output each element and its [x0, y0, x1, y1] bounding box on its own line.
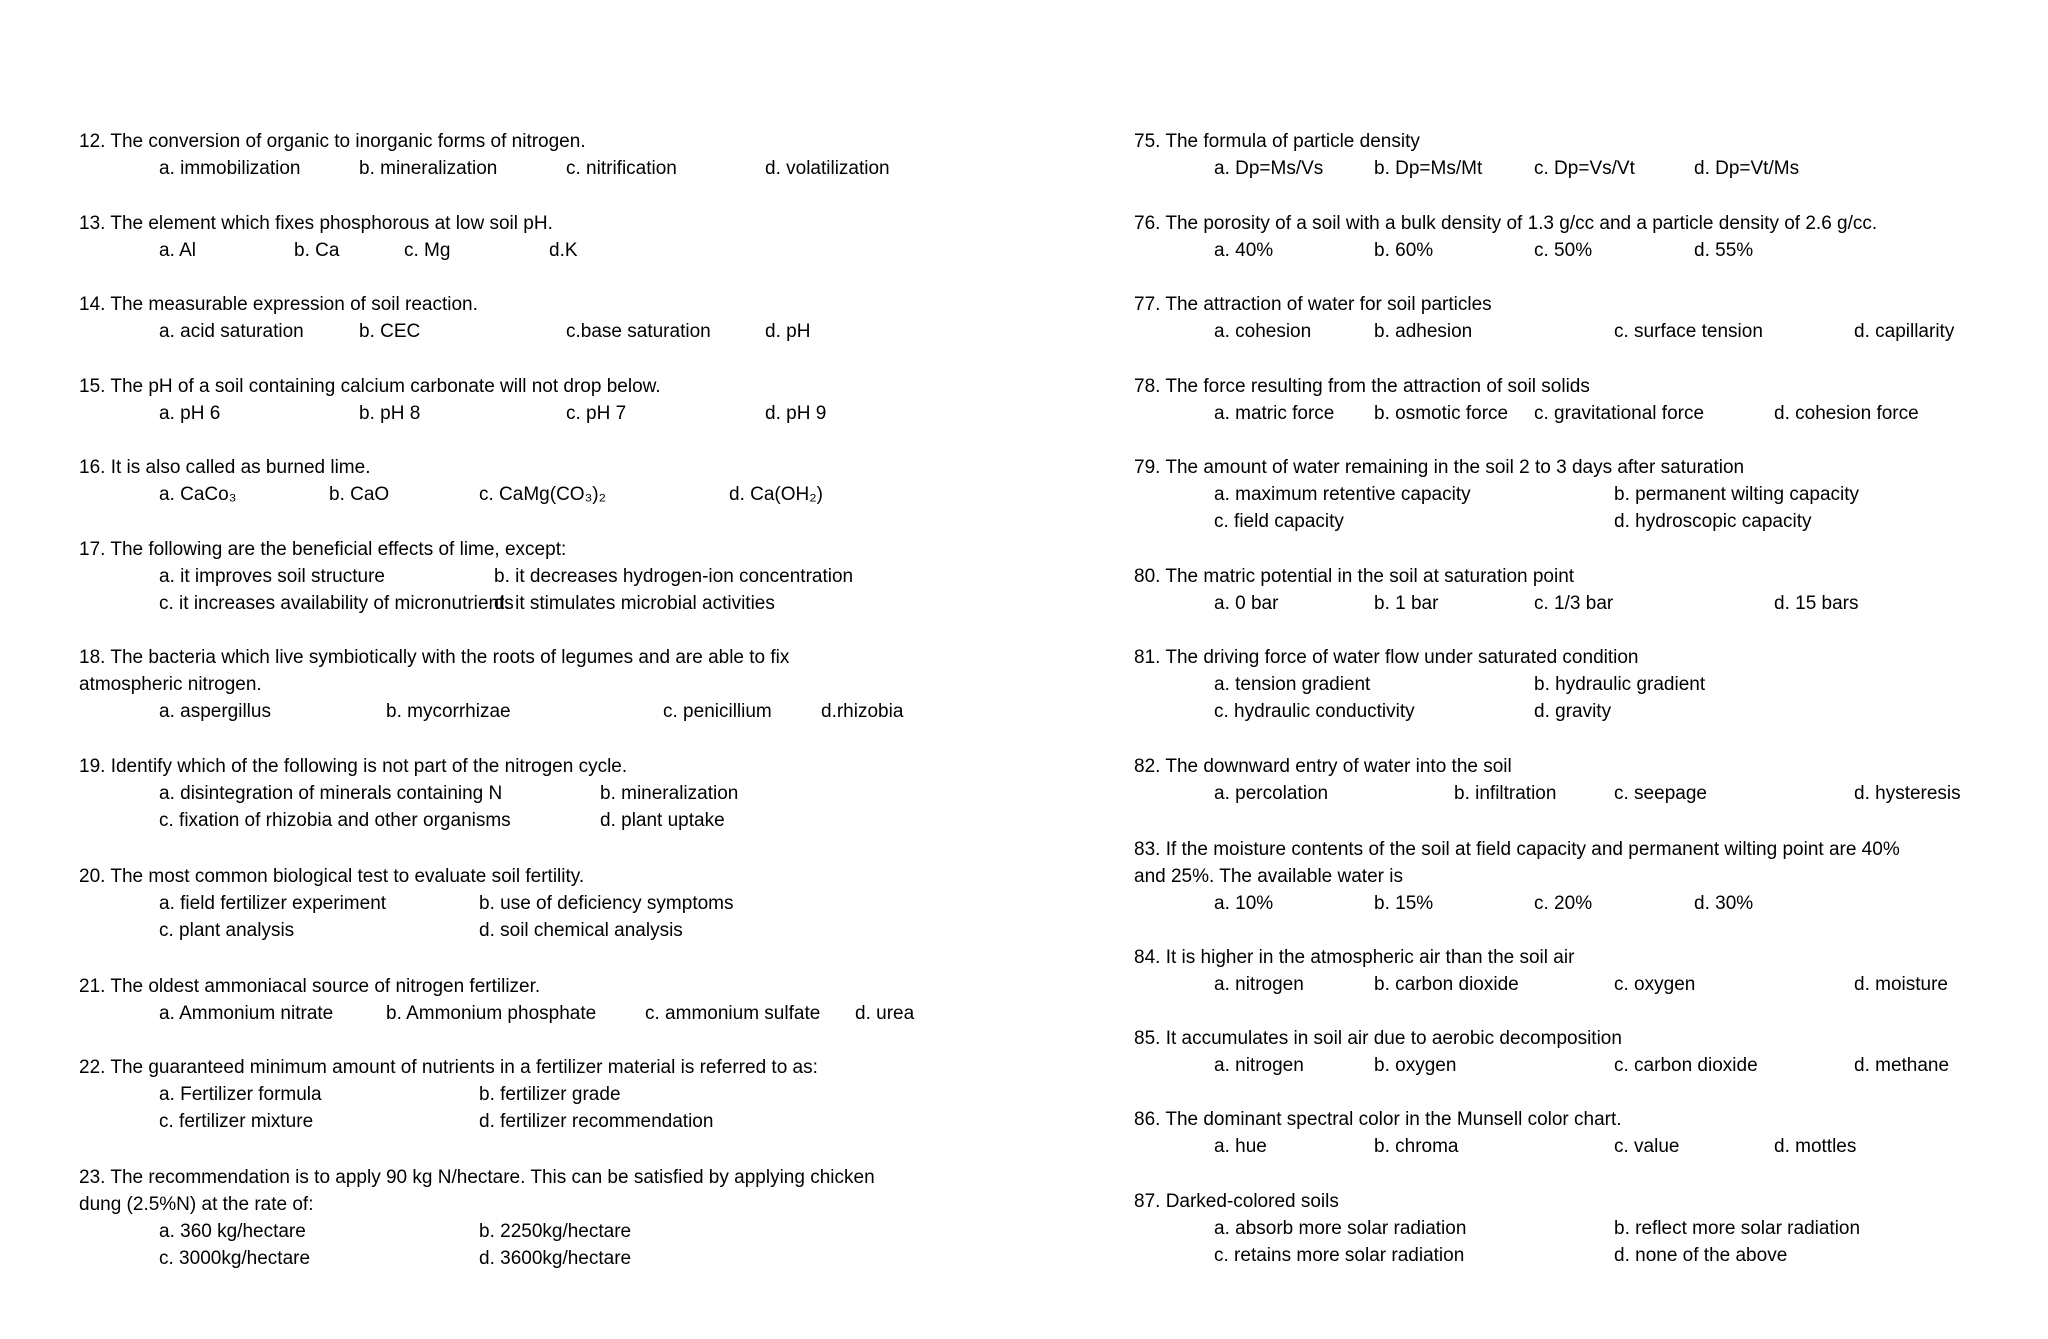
answer-options-row: [1134, 400, 2034, 427]
question-stem: atmospheric nitrogen.: [79, 674, 262, 695]
answer-option-c: c. 50%: [1534, 240, 1593, 261]
question-stem: 23. The recommendation is to apply 90 kg N/hectare. This can be satisfied by applying chicken: [79, 1167, 875, 1188]
answer-option-d: d. hysteresis: [1854, 783, 1961, 804]
answer-option-c: c. 20%: [1534, 893, 1593, 914]
answer-options-row: [1134, 1242, 2034, 1269]
answer-option-b: b. infiltration: [1454, 783, 1557, 804]
question-stem: 80. The matric potential in the soil at saturation point: [1134, 566, 1575, 587]
answer-option-a: a. 360 kg/hectare: [159, 1221, 306, 1242]
answer-options-row: [79, 1218, 979, 1245]
answer-options-row: [79, 1108, 979, 1135]
answer-option-b: b. 15%: [1374, 893, 1434, 914]
answer-option-b: b. it decreases hydrogen-ion concentration: [494, 566, 854, 587]
answer-option-c: c. plant analysis: [159, 920, 295, 941]
answer-option-d: d. volatilization: [765, 158, 890, 179]
answer-option-a: a. cohesion: [1214, 321, 1312, 342]
answer-options-row: [1134, 508, 2034, 535]
answer-option-d: d. pH 9: [765, 403, 827, 424]
question-stem: 85. It accumulates in soil air due to aerobic decomposition: [1134, 1028, 1622, 1049]
answer-option-d: d. cohesion force: [1774, 403, 1919, 424]
answer-options-row: [79, 481, 979, 508]
answer-option-b: b. Ca: [294, 240, 340, 261]
answer-option-d: d. capillarity: [1854, 321, 1955, 342]
answer-option-a: a. acid saturation: [159, 321, 304, 342]
answer-option-b: b. mycorrhizae: [386, 701, 511, 722]
answer-options-row: [79, 917, 979, 944]
answer-option-a: a. 0 bar: [1214, 593, 1279, 614]
question-stem: 86. The dominant spectral color in the Munsell color chart.: [1134, 1109, 1622, 1130]
answer-option-c: c. retains more solar radiation: [1214, 1245, 1465, 1266]
answer-option-b: b. 2250kg/hectare: [479, 1221, 632, 1242]
answer-option-d: d. mottles: [1774, 1136, 1857, 1157]
question-q18: [79, 644, 979, 725]
answer-option-c: c. 1/3 bar: [1534, 593, 1614, 614]
answer-option-c: c. fertilizer mixture: [159, 1111, 314, 1132]
answer-option-b: b. pH 8: [359, 403, 421, 424]
answer-option-a: a. hue: [1214, 1136, 1267, 1157]
answer-options-row: [1134, 481, 2034, 508]
answer-option-d: d.K: [549, 240, 578, 261]
answer-option-a: a. 40%: [1214, 240, 1274, 261]
answer-option-b: b. mineralization: [359, 158, 498, 179]
question-stem: 21. The oldest ammoniacal source of nitrogen fertilizer.: [79, 976, 541, 997]
question-q77: [1134, 291, 2034, 345]
answer-option-c: c. oxygen: [1614, 974, 1696, 995]
answer-option-b: b. hydraulic gradient: [1534, 674, 1706, 695]
answer-options-row: [1134, 671, 2034, 698]
answer-option-d: d. 55%: [1694, 240, 1754, 261]
answer-option-a: a. Fertilizer formula: [159, 1084, 322, 1105]
answer-option-b: b. osmotic force: [1374, 403, 1509, 424]
answer-option-a: a. nitrogen: [1214, 974, 1304, 995]
answer-options-row: [1134, 1133, 2034, 1160]
question-q75: [1134, 128, 2034, 182]
question-stem: 75. The formula of particle density: [1134, 131, 1420, 152]
answer-option-a: a. Dp=Ms/Vs: [1214, 158, 1324, 179]
answer-options-row: [1134, 890, 2034, 917]
answer-option-c: c. CaMg(CO₃)₂: [479, 484, 607, 505]
answer-option-b: b. 1 bar: [1374, 593, 1439, 614]
question-q78: [1134, 373, 2034, 427]
answer-option-d: d. fertilizer recommendation: [479, 1111, 714, 1132]
answer-option-c: c. 3000kg/hectare: [159, 1248, 311, 1269]
answer-option-d: d. Dp=Vt/Ms: [1694, 158, 1800, 179]
answer-options-row: [79, 890, 979, 917]
question-q85: [1134, 1025, 2034, 1079]
question-q22: [79, 1054, 979, 1135]
question-stem: 22. The guaranteed minimum amount of nutrients in a fertilizer material is referred to as:: [79, 1057, 818, 1078]
answer-option-a: a. maximum retentive capacity: [1214, 484, 1471, 505]
answer-option-a: a. pH 6: [159, 403, 221, 424]
answer-options-row: [79, 237, 979, 264]
answer-options-row: [1134, 155, 2034, 182]
answer-option-d: d. 30%: [1694, 893, 1754, 914]
answer-option-d: d. pH: [765, 321, 811, 342]
question-stem: 13. The element which fixes phosphorous at low soil pH.: [79, 213, 553, 234]
answer-option-b: b. adhesion: [1374, 321, 1473, 342]
answer-options-row: [79, 780, 979, 807]
answer-option-c: c. nitrification: [566, 158, 677, 179]
answer-option-c: c. surface tension: [1614, 321, 1763, 342]
answer-options-row: [1134, 971, 2034, 998]
answer-option-c: c. hydraulic conductivity: [1214, 701, 1415, 722]
answer-option-d: d.rhizobia: [821, 701, 904, 722]
answer-option-a: a. disintegration of minerals containing N: [159, 783, 503, 804]
question-q20: [79, 863, 979, 944]
question-stem: 83. If the moisture contents of the soil at field capacity and permanent wilting point are 40%: [1134, 839, 1900, 860]
answer-option-b: b. oxygen: [1374, 1055, 1457, 1076]
question-stem: 16. It is also called as burned lime.: [79, 457, 371, 478]
answer-option-d: d. plant uptake: [600, 810, 725, 831]
question-q21: [79, 973, 979, 1027]
answer-option-a: a. absorb more solar radiation: [1214, 1218, 1467, 1239]
answer-option-d: d. 15 bars: [1774, 593, 1859, 614]
question-q79: [1134, 454, 2034, 535]
answer-option-a: a. 10%: [1214, 893, 1274, 914]
answer-option-c: c.base saturation: [566, 321, 711, 342]
answer-option-a: a. nitrogen: [1214, 1055, 1304, 1076]
answer-option-b: b. Dp=Ms/Mt: [1374, 158, 1483, 179]
answer-option-d: d. hydroscopic capacity: [1614, 511, 1812, 532]
question-stem: 20. The most common biological test to evaluate soil fertility.: [79, 866, 585, 887]
answer-options-row: [79, 1000, 979, 1027]
answer-option-a: a. aspergillus: [159, 701, 271, 722]
answer-option-a: a. immobilization: [159, 158, 301, 179]
question-q86: [1134, 1106, 2034, 1160]
question-stem: 17. The following are the beneficial effects of lime, except:: [79, 539, 567, 560]
answer-option-b: b. fertilizer grade: [479, 1084, 621, 1105]
answer-option-a: a. percolation: [1214, 783, 1329, 804]
question-stem: and 25%. The available water is: [1134, 866, 1403, 887]
question-q87: [1134, 1188, 2034, 1269]
answer-options-row: [79, 400, 979, 427]
answer-option-b: b. mineralization: [600, 783, 739, 804]
question-q16: [79, 454, 979, 508]
answer-option-d: d. none of the above: [1614, 1245, 1788, 1266]
question-stem: 79. The amount of water remaining in the soil 2 to 3 days after saturation: [1134, 457, 1745, 478]
answer-option-b: b. CEC: [359, 321, 421, 342]
question-stem: 18. The bacteria which live symbiotically with the roots of legumes and are able to fix: [79, 647, 790, 668]
answer-option-a: a. Al: [159, 240, 196, 261]
answer-option-a: a. it improves soil structure: [159, 566, 385, 587]
answer-option-c: c. Dp=Vs/Vt: [1534, 158, 1635, 179]
question-stem: 82. The downward entry of water into the soil: [1134, 756, 1512, 777]
answer-option-d: d. methane: [1854, 1055, 1950, 1076]
answer-option-c: c. pH 7: [566, 403, 627, 424]
question-stem: 15. The pH of a soil containing calcium carbonate will not drop below.: [79, 376, 661, 397]
answer-option-a: a. tension gradient: [1214, 674, 1371, 695]
question-stem: 84. It is higher in the atmospheric air than the soil air: [1134, 947, 1575, 968]
question-q19: [79, 753, 979, 834]
answer-option-c: c. penicillium: [663, 701, 772, 722]
answer-option-b: b. Ammonium phosphate: [386, 1003, 597, 1024]
answer-option-b: b. 60%: [1374, 240, 1434, 261]
answer-options-row: [1134, 1215, 2034, 1242]
answer-option-b: b. chroma: [1374, 1136, 1459, 1157]
answer-option-a: a. matric force: [1214, 403, 1335, 424]
answer-options-row: [79, 590, 979, 617]
question-q76: [1134, 210, 2034, 264]
answer-option-d: d. urea: [855, 1003, 915, 1024]
question-q14: [79, 291, 979, 345]
answer-option-c: c. ammonium sulfate: [645, 1003, 821, 1024]
answer-options-row: [1134, 780, 2034, 807]
answer-option-b: b. carbon dioxide: [1374, 974, 1519, 995]
answer-option-d: d. 3600kg/hectare: [479, 1248, 632, 1269]
question-q82: [1134, 753, 2034, 807]
question-q23: [79, 1164, 979, 1272]
answer-options-row: [79, 318, 979, 345]
question-q13: [79, 210, 979, 264]
answer-option-c: c. carbon dioxide: [1614, 1055, 1758, 1076]
answer-option-c: c. fixation of rhizobia and other organisms: [159, 810, 511, 831]
question-stem: 14. The measurable expression of soil reaction.: [79, 294, 478, 315]
question-stem: 19. Identify which of the following is not part of the nitrogen cycle.: [79, 756, 628, 777]
question-stem: 76. The porosity of a soil with a bulk density of 1.3 g/cc and a particle density of 2.6 g/cc.: [1134, 213, 1878, 234]
answer-option-d: d. soil chemical analysis: [479, 920, 683, 941]
answer-option-c: c. Mg: [404, 240, 451, 261]
answer-option-b: b. use of deficiency symptoms: [479, 893, 734, 914]
question-q84: [1134, 944, 2034, 998]
answer-option-d: d. gravity: [1534, 701, 1612, 722]
answer-option-a: a. CaCo₃: [159, 484, 237, 505]
answer-option-c: c. field capacity: [1214, 511, 1344, 532]
question-q81: [1134, 644, 2034, 725]
answer-options-row: [79, 1245, 979, 1272]
question-stem: 12. The conversion of organic to inorganic forms of nitrogen.: [79, 131, 586, 152]
question-q12: [79, 128, 979, 182]
answer-option-d: d. Ca(OH₂): [729, 484, 823, 505]
answer-option-d: d. moisture: [1854, 974, 1948, 995]
question-q80: [1134, 563, 2034, 617]
question-stem: 78. The force resulting from the attraction of soil solids: [1134, 376, 1590, 397]
answer-option-b: b. CaO: [329, 484, 390, 505]
answer-option-d: d. it stimulates microbial activities: [494, 593, 775, 614]
answer-options-row: [1134, 1052, 2034, 1079]
answer-options-row: [79, 1081, 979, 1108]
answer-option-c: c. seepage: [1614, 783, 1707, 804]
question-q83: [1134, 836, 2034, 917]
question-q17: [79, 536, 979, 617]
answer-option-c: c. it increases availability of micronutrients: [159, 593, 514, 614]
question-stem: dung (2.5%N) at the rate of:: [79, 1194, 314, 1215]
answer-option-b: b. permanent wilting capacity: [1614, 484, 1860, 505]
answer-option-c: c. gravitational force: [1534, 403, 1705, 424]
question-q15: [79, 373, 979, 427]
question-stem: 87. Darked-colored soils: [1134, 1191, 1339, 1212]
question-stem: 81. The driving force of water flow under saturated condition: [1134, 647, 1639, 668]
answer-options-row: [1134, 698, 2034, 725]
answer-options-row: [79, 698, 979, 725]
answer-options-row: [1134, 590, 2034, 617]
answer-options-row: [79, 563, 979, 590]
answer-options-row: [1134, 318, 2034, 345]
answer-option-a: a. field fertilizer experiment: [159, 893, 387, 914]
answer-option-b: b. reflect more solar radiation: [1614, 1218, 1861, 1239]
answer-options-row: [79, 807, 979, 834]
answer-options-row: [1134, 237, 2034, 264]
answer-option-c: c. value: [1614, 1136, 1680, 1157]
answer-options-row: [79, 155, 979, 182]
answer-option-a: a. Ammonium nitrate: [159, 1003, 334, 1024]
question-stem: 77. The attraction of water for soil particles: [1134, 294, 1492, 315]
